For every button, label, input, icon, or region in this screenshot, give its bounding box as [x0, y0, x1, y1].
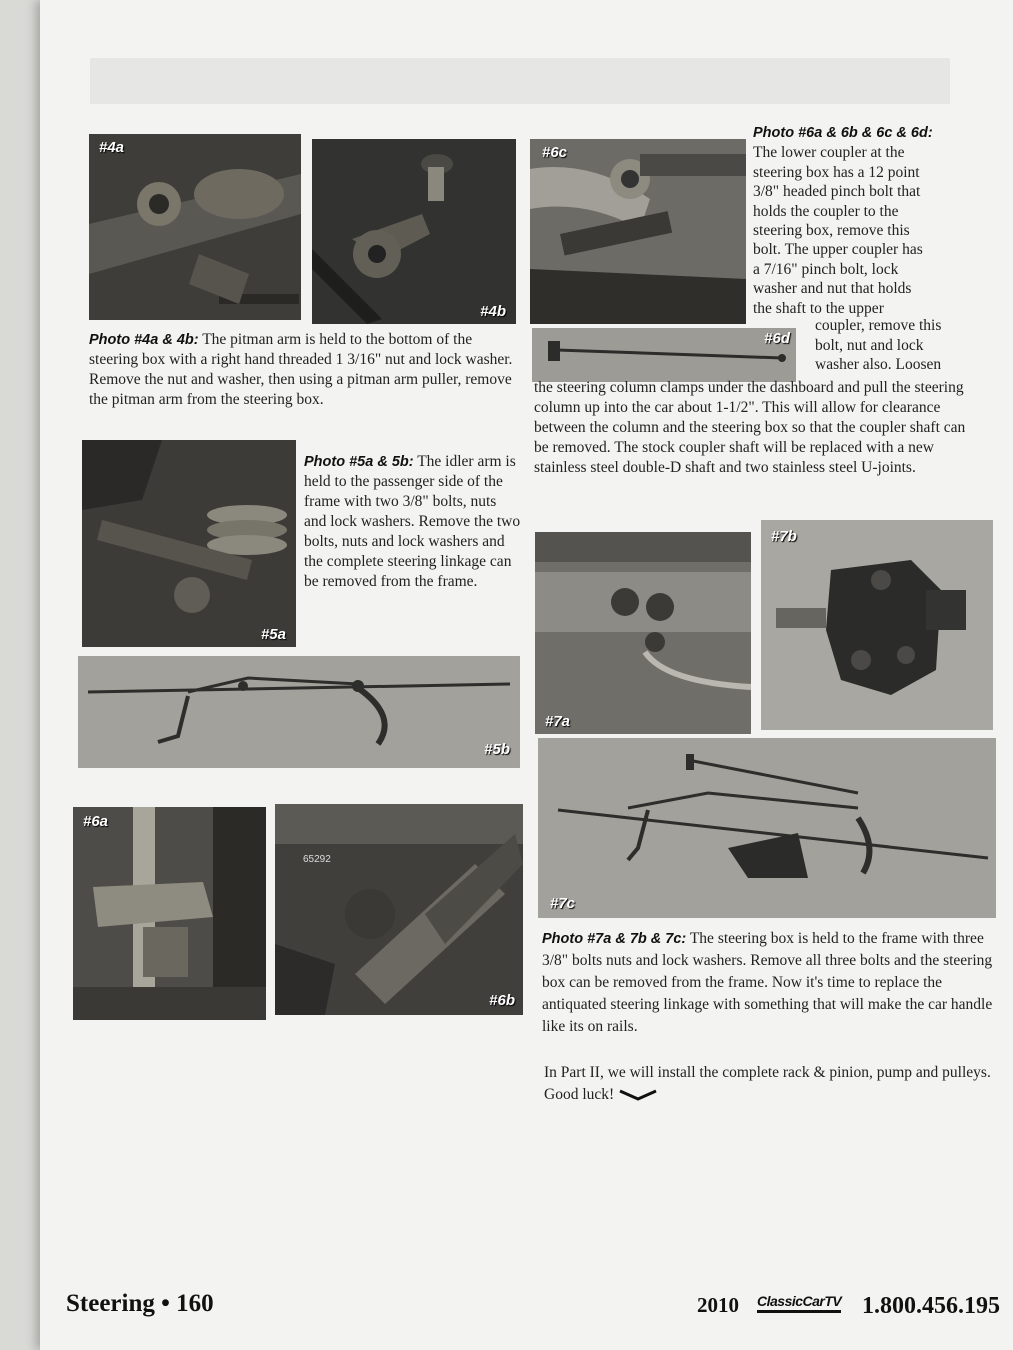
closing-text: In Part II, we will install the complete rack & pinion, pump and pulleys. Good luck! — [544, 1064, 991, 1103]
photo-7b-label: #7b — [771, 528, 797, 545]
photo-7c-image — [538, 738, 996, 918]
photo-6d-image — [532, 328, 796, 382]
show-through-header — [90, 58, 950, 104]
footer-year: 2010 — [697, 1293, 739, 1317]
photo-6a-image — [73, 807, 266, 1020]
caption-photo-6 — [753, 124, 973, 318]
photo-5a-label: #5a — [260, 626, 286, 643]
photo-4b — [312, 139, 516, 324]
photo-4b-label: #4b — [480, 303, 506, 320]
caption-5-heading: Photo #5a & 5b: — [304, 454, 414, 470]
photo-6b — [275, 804, 523, 1015]
footer-section-page: Steering • 160 — [66, 1290, 214, 1317]
photo-5b-image — [78, 656, 520, 768]
photo-7c — [538, 738, 996, 918]
photo-6a-label: #6a — [83, 813, 109, 830]
caption-6-line-1: The lower coupler at the — [753, 144, 905, 162]
photo-4a-label: #4a — [99, 139, 125, 156]
caption-4-heading: Photo #4a & 4b: — [89, 332, 199, 348]
photo-7b-image — [761, 520, 993, 730]
caption-6-line-8: washer and nut that holds — [753, 280, 912, 298]
photo-7b — [761, 520, 993, 730]
photo-6b-label: #6b — [489, 992, 515, 1009]
photo-6c-label: #6c — [542, 144, 568, 161]
caption-6-line-5: steering box, remove this — [753, 222, 910, 240]
photo-5b — [78, 656, 520, 768]
photo-7c-label: #7c — [550, 895, 576, 912]
caption-6-line-6: bolt. The upper coupler has — [753, 241, 923, 259]
caption-6-narrow-2: bolt, nut and lock — [815, 336, 924, 354]
photo-6c — [530, 139, 746, 324]
caption-6-heading: Photo #6a & 6b & 6c & 6d: — [753, 125, 933, 141]
photo-4b-image — [312, 139, 516, 324]
photo-6c-image — [530, 139, 746, 324]
photo-6d — [532, 328, 796, 382]
caption-6-line-4: holds the coupler to the — [753, 202, 899, 220]
footer-logo: ClassicCarTV — [757, 1293, 841, 1313]
photo-5a-image — [82, 440, 296, 647]
caption-6-narrow-3: washer also. Loosen — [815, 356, 942, 374]
photo-7a-image — [535, 532, 751, 734]
photo-4a-image — [89, 134, 301, 320]
caption-4-body: The pitman arm is held to the bottom of the steering box with a right hand threaded 1 3/16" nut and lock washer. Remove the nut and washer, then using a pitman arm puller, remove the pitman arm from the steering box. — [89, 331, 513, 408]
caption-6-line-9: the shaft to the upper — [753, 299, 884, 317]
caption-photo-4 — [89, 330, 521, 410]
photo-6d-label: #6d — [764, 330, 790, 347]
caption-6-narrow — [815, 316, 975, 375]
caption-photo-5 — [304, 452, 522, 592]
photo-7a-label: #7a — [545, 713, 571, 730]
photo-7a — [535, 532, 751, 734]
photo-5b-label: #5b — [484, 741, 510, 758]
photo-6a — [73, 807, 266, 1020]
caption-6-line-2: steering box has a 12 point — [753, 163, 920, 181]
photo-4a — [89, 134, 301, 320]
photo-6b-stamp: 65292 — [303, 854, 331, 865]
end-mark-icon — [618, 1088, 658, 1102]
caption-6-line-7: a 7/16" pinch bolt, lock — [753, 260, 899, 278]
caption-6-narrow-1: coupler, remove this — [815, 317, 942, 334]
footer-phone: 1.800.456.195 — [862, 1293, 1000, 1319]
caption-7-heading: Photo #7a & 7b & 7c: — [542, 931, 687, 947]
caption-6-tail — [534, 378, 970, 478]
caption-6-tail-text: the steering column clamps under the dashboard and pull the steering column up into the car about 1-1/2". This will allow for clearance between the column and the steering box so that the coupler shaft can be removed. The stock coupler shaft will be replaced with a new stainless steel double-D shaft and two stainless steel U-joints. — [534, 379, 966, 476]
caption-6-line-3: 3/8" headed pinch bolt that — [753, 183, 921, 201]
closing-paragraph — [544, 1062, 992, 1106]
caption-photo-7 — [542, 928, 994, 1038]
caption-7-body: The steering box is held to the frame with three 3/8" bolts nuts and lock washers. Remove all three bolts and the steering box can be removed from the frame. Now it's time to replace the antiquated steering linkage with something that will make the car handle like its on rails. — [542, 930, 993, 1035]
caption-5-body: The idler arm is held to the passenger side of the frame with two 3/8" bolts, nuts and lock washers. Remove the two bolts, nuts and lock washers and the complete steering linkage can be removed from the frame. — [304, 453, 521, 590]
photo-6b-image — [275, 804, 523, 1015]
photo-5a — [82, 440, 296, 647]
